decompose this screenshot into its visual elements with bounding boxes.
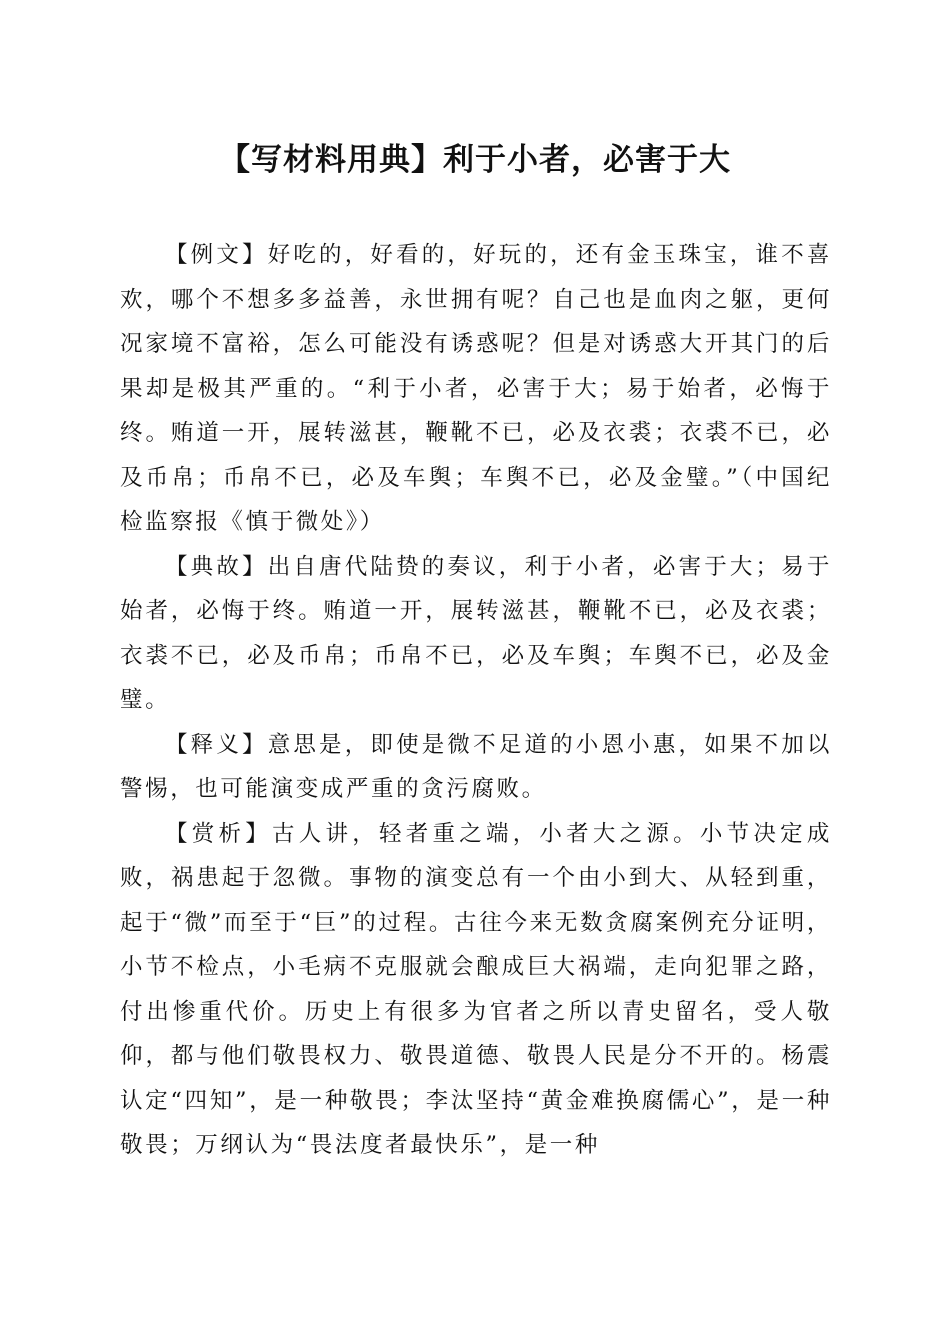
- paragraph-appreciation: [120, 812, 832, 1168]
- paragraph-label: 【释义】: [165, 731, 268, 758]
- document-title: 【写材料用典】利于小者，必害于大: [219, 142, 731, 178]
- paragraph-text: 古人讲，轻者重之端，小者大之源。小节决定成败，祸患起于忽微。事物的演变总有一个由小到大、从轻到重，起于“微”而至于“巨”的过程。古往今来无数贪腐案例充分证明，小节不检点，小毛病不克服就会酿成巨大祸端，走向犯罪之路，付出惨重代价。历史上有很多为官者之所以青史留名，受人敬仰，都与他们敬畏权力、敬畏道德、敬畏人民是分不开的。杨震认定“四知”，是一种敬畏；李汰坚持“黄金难换腐儒心”，是一种敬畏；万纲认为“畏法度者最快乐”，是一种: [120, 820, 832, 1158]
- paragraph-text: 意思是，即使是微不足道的小恩小惠，如果不加以警惕，也可能演变成严重的贪污腐败。: [120, 731, 832, 802]
- paragraph-text: 出自唐代陆贽的奏议，利于小者，必害于大；易于始者，必悔于终。贿道一开，展转滋甚，鞭靴不已，必及衣裘；衣裘不已，必及币帛；币帛不已，必及车舆；车舆不已，必及金璧。: [120, 553, 832, 713]
- paragraph-label: 【赏析】: [165, 820, 272, 847]
- paragraph-label: 【例文】: [165, 242, 268, 268]
- paragraph-label: 【典故】: [165, 553, 268, 580]
- paragraph-example: [120, 233, 832, 545]
- paragraph-allusion: [120, 545, 832, 723]
- paragraph-text: 好吃的，好看的，好玩的，还有金玉珠宝，谁不喜欢，哪个不想多多益善，永世拥有呢？自己也是血肉之躯，更何况家境不富裕，怎么可能没有诱惑呢？但是对诱惑大开其门的后果却是极其严重的。“利于小者，必害于大；易于始者，必悔于终。贿道一开，展转滋甚，鞭靴不已，必及衣裘；衣裘不已，必及币帛；币帛不已，必及车舆；车舆不已，必及金璧。”（中国纪检监察报《慎于微处》）: [120, 242, 832, 535]
- paragraph-meaning: [120, 723, 832, 812]
- document-body: [120, 233, 832, 1168]
